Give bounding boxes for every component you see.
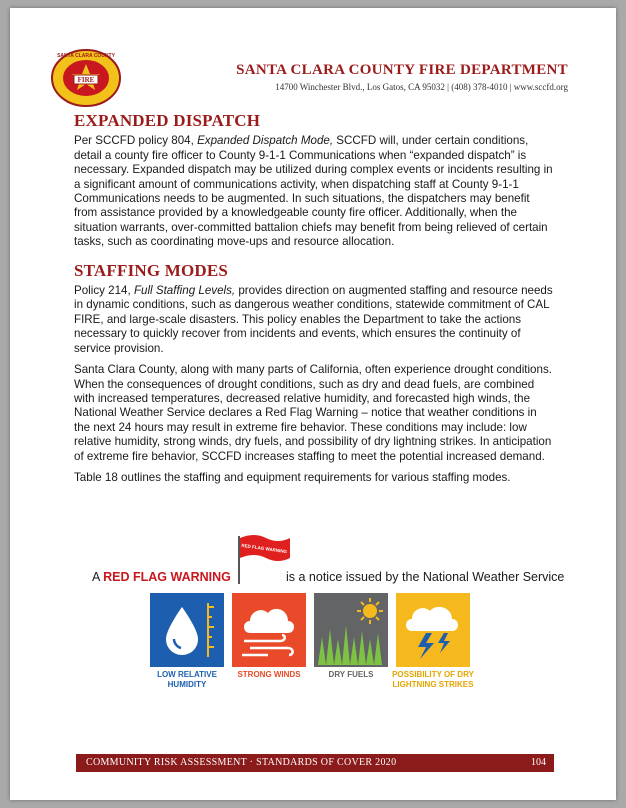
svg-text:SANTA CLARA COUNTY: SANTA CLARA COUNTY bbox=[57, 53, 115, 59]
policy-title: Expanded Dispatch Mode, bbox=[197, 134, 334, 148]
section-heading-expanded-dispatch: EXPANDED DISPATCH bbox=[74, 111, 261, 130]
icon-label-dry-fuels: DRY FUELS bbox=[328, 670, 374, 679]
paragraph-expanded-dispatch: Per SCCFD policy 804, Expanded Dispatch Mode, SCCFD will, under certain conditions, detail a county fire officer to County 9-1-1 Communications when “expanded dispatch” is necessary. Expanded dispatch may be utilized during complex events or incidents resulting in a significant amount of communications activity, when dispatching staff at County 9-1-1 Communications needs to be augmented. In such situations, the dispatchers may benefit from assistance provided by a knowledgeable county fire officer. Additionally, when the situation warrants, over-committed battalion chiefs may benefit from being relieved of certain tasks, such as coordinating move-ups and resource allocation. bbox=[74, 134, 553, 249]
main-content bbox=[74, 108, 554, 492]
page-footer bbox=[76, 754, 554, 772]
lightning-cloud-icon bbox=[396, 593, 470, 667]
dry-grass-icon bbox=[314, 593, 388, 667]
icon-label-lightning: POSSIBILITY OF DRY LIGHTNING STRIKES bbox=[392, 670, 474, 689]
organization-name: SANTA CLARA COUNTY FIRE DEPARTMENT bbox=[236, 62, 568, 78]
water-drop-icon bbox=[150, 593, 224, 667]
red-flag-highlight: RED FLAG WARNING bbox=[103, 570, 231, 584]
svg-text:RED FLAG WARNING: RED FLAG WARNING bbox=[241, 542, 288, 555]
policy-title: Full Staffing Levels, bbox=[133, 284, 236, 298]
paragraph-staffing-policy: Policy 214, Full Staffing Levels, provides direction on augmented staffing and resource needs in dynamic conditions, such as dangerous weather conditions, statewide commitment of CAL FIRE, and large-scale disasters. This policy enables the Department to take the actions necessary to quickly recover from incidents and events, which ensures the continuity of service provision. bbox=[74, 284, 553, 355]
footer-title: COMMUNITY RISK ASSESSMENT · STANDARDS OF COVER 2020 bbox=[86, 757, 397, 768]
icon-label-winds: STRONG WINDS bbox=[237, 670, 301, 679]
red-flag-icon bbox=[232, 530, 292, 586]
red-flag-description: is a notice issued by the National Weather Service bbox=[286, 570, 565, 584]
wind-cloud-icon bbox=[232, 593, 306, 667]
paragraph-drought-conditions: Santa Clara County, along with many parts of California, often experience drought conditions. When the consequences of drought conditions, such as dry and dead fuels, are combined with increased temperatures, decreased relative humidity, and forecasted high winds, the National Weather Service declares a Red Flag Warning – notice that weather conditions in the next 24 hours may result in extreme fire behavior. These conditions may include: low relative humidity, strong winds, dry fuels, and possibility of dry lightning strikes. In anticipation of extreme fire behavior, SCCFD increases staffing to meet the potential increased demand. bbox=[74, 363, 552, 463]
paragraph-table-reference: Table 18 outlines the staffing and equipment requirements for various staffing modes. bbox=[74, 470, 511, 484]
organization-address: 14700 Winchester Blvd., Los Gatos, CA 95032 | (408) 378-4010 | www.sccfd.org bbox=[275, 82, 568, 92]
document-page bbox=[10, 8, 616, 800]
fire-department-logo bbox=[50, 48, 122, 108]
svg-text:FIRE: FIRE bbox=[77, 76, 95, 84]
red-flag-title: A RED FLAG WARNING bbox=[92, 570, 231, 584]
section-heading-staffing-modes: STAFFING MODES bbox=[74, 260, 229, 280]
page-number: 104 bbox=[531, 757, 546, 768]
icon-label-humidity: LOW RELATIVE HUMIDITY bbox=[157, 670, 217, 689]
